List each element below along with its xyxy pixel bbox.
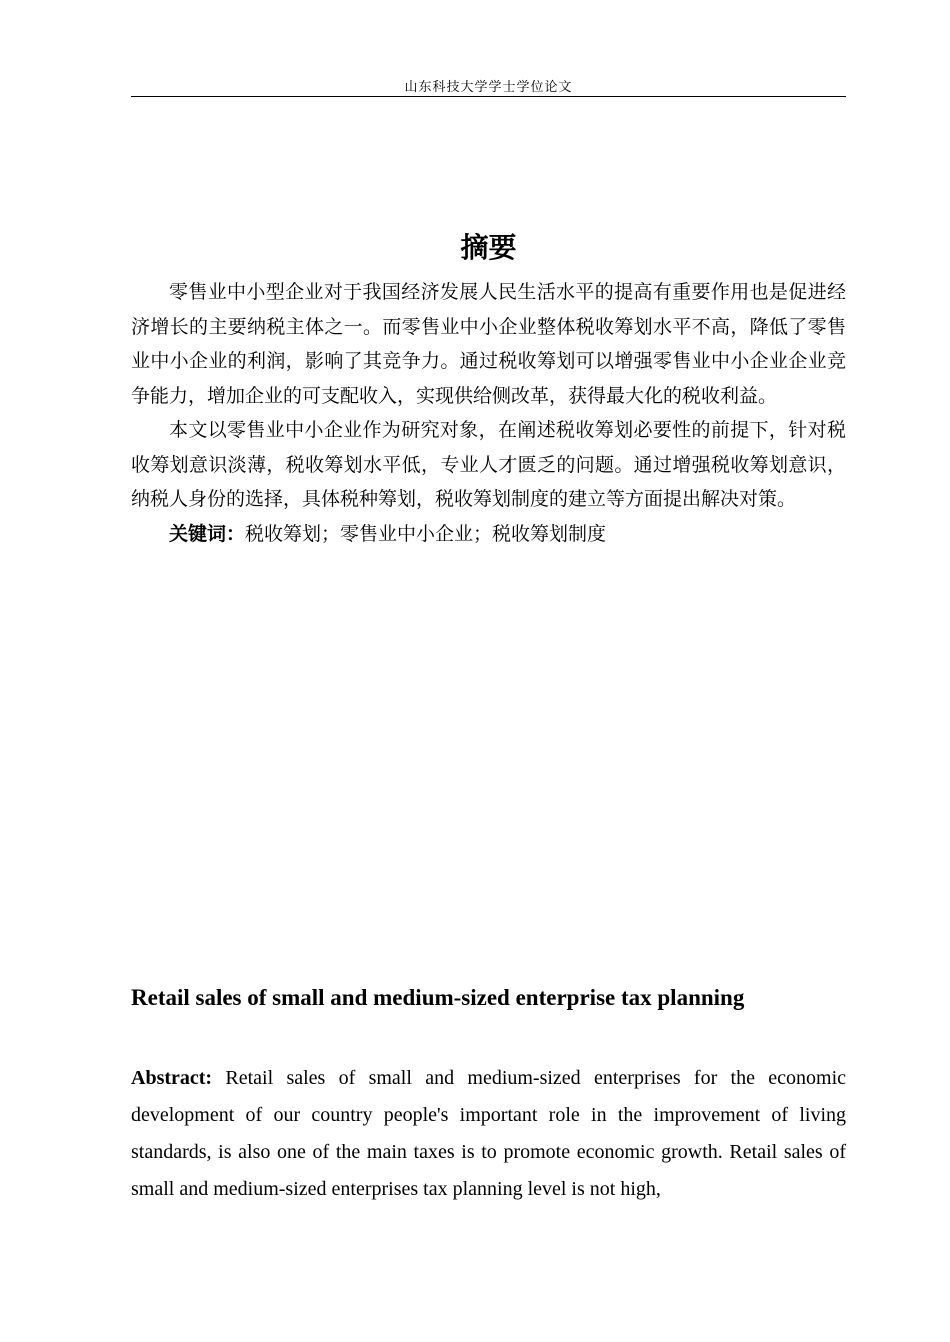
cn-abstract-paragraph-1: 零售业中小型企业对于我国经济发展人民生活水平的提高有重要作用也是促进经济增长的主要纳税主体之一。而零售业中小企业整体税收筹划水平不高，降低了零售业中小企业的利润，影响了其竞争力。通过税收筹划可以增强零售业中小企业企业竞争能力，增加企业的可支配收入，实现供给侧改革，获得最大化的税收利益。 (131, 281, 846, 407)
cn-keywords-text: 税收筹划；零售业中小企业；税收筹划制度 (245, 522, 607, 545)
en-abstract-body (131, 1060, 846, 1208)
cn-abstract-title: 摘要 (460, 231, 517, 264)
cn-keywords-label: 关键词： (169, 522, 246, 545)
cn-keywords (131, 517, 846, 552)
en-abstract-label: Abstract: (131, 1067, 213, 1089)
cn-abstract-paragraph-2: 本文以零售业中小企业作为研究对象，在阐述税收筹划必要性的前提下，针对税收筹划意识淡薄，税收筹划水平低，专业人才匮乏的问题。通过增强税收筹划意识，纳税人身份的选择，具体税种筹划，税收筹划制度的建立等方面提出解决对策。 (131, 419, 846, 510)
cn-abstract-body (131, 275, 846, 551)
en-title: Retail sales of small and medium-sized enterprise tax planning (131, 985, 745, 1010)
en-abstract-text: Retail sales of small and medium-sized enterprises for the economic development of our country people's important role in the improvement of living standards, is also one of the main taxes is to promote economic growth. Retail sales of small and medium-sized enterprises tax planning level is not high, (131, 1067, 846, 1200)
page-header: 山东科技大学学士学位论文 (404, 80, 573, 95)
header-rule (131, 96, 846, 97)
